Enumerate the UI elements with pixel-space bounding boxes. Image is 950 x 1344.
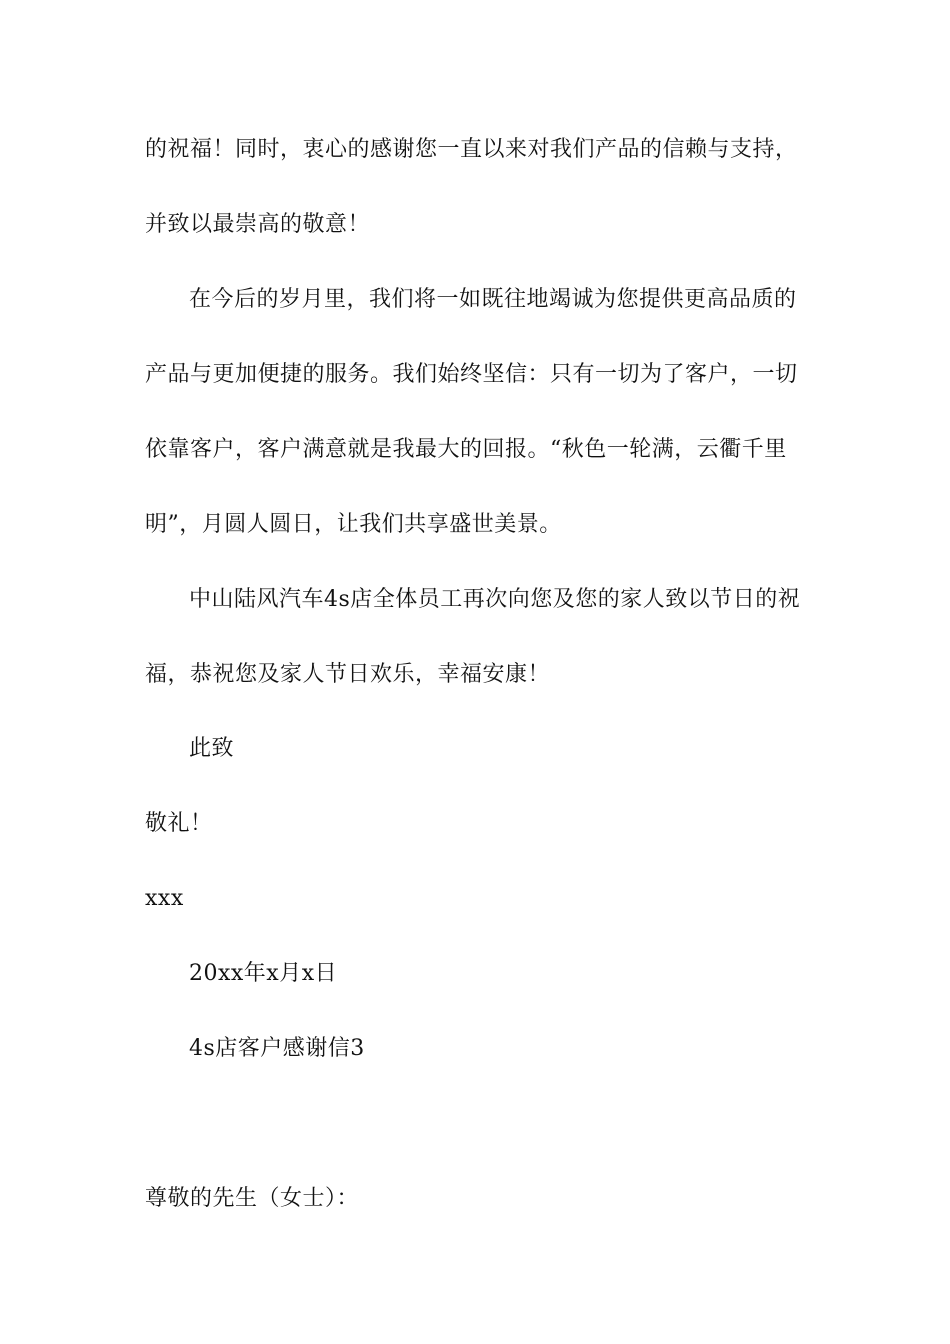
- paragraph-line: 福，恭祝您及家人节日欢乐，幸福安康！: [145, 662, 551, 687]
- paragraph-line: 在今后的岁月里，我们将一如既往地竭诚为您提供更高品质的: [189, 287, 797, 312]
- letter-heading: 4s店客户感谢信3: [189, 1036, 365, 1061]
- signature-name: xxx: [145, 886, 184, 911]
- paragraph-line: 的祝福！同时，衷心的感谢您一直以来对我们产品的信赖与支持，: [145, 137, 798, 162]
- signature-date: 20xx年x月x日: [189, 961, 338, 986]
- letter-greeting: 尊敬的先生（女士）：: [145, 1186, 360, 1211]
- paragraph-line: 依靠客户，客户满意就是我最大的回报。“秋色一轮满，云衢千里: [145, 437, 787, 462]
- closing-salutation: 此致: [189, 736, 235, 761]
- paragraph-line: 明”，月圆人圆日，让我们共享盛世美景。: [145, 512, 562, 537]
- closing-regards: 敬礼！: [145, 811, 213, 836]
- paragraph-line: 中山陆风汽车4s店全体员工再次向您及您的家人致以节日的祝: [189, 587, 801, 612]
- paragraph-line: 产品与更加便捷的服务。我们始终坚信：只有一切为了客户，一切: [145, 362, 798, 387]
- paragraph-line: 并致以最崇高的敬意！: [145, 212, 371, 237]
